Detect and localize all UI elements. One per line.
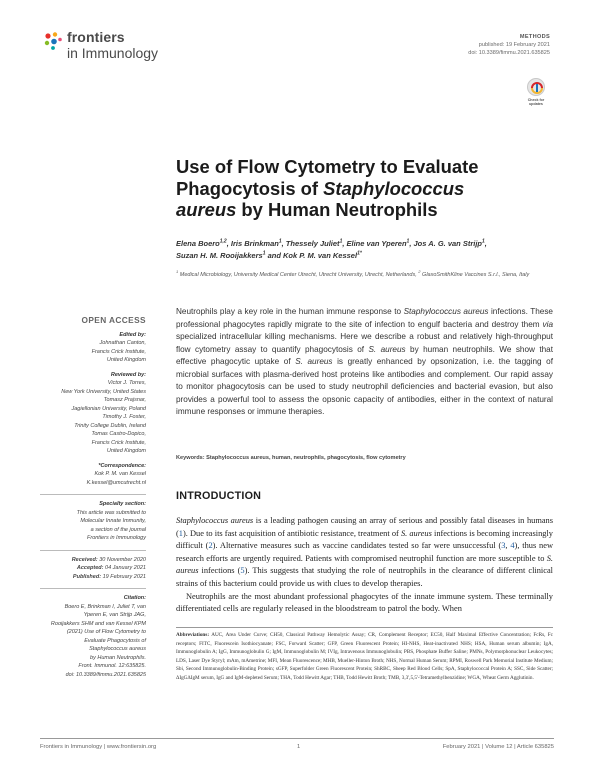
author-separator: ,: [484, 239, 487, 248]
title-line3: by Human Neutrophils: [236, 199, 438, 220]
sidebar-line: United Kingdom: [106, 357, 146, 363]
intro-text: ). This suggests that studying the role of neutrophils in the clearance of different clinical strains of this bacterium could provide us with clues to develop therapies.: [176, 566, 553, 588]
species-name: S. aureus: [176, 553, 553, 576]
abbreviations-text: AUC, Area Under Curve; CH50, Classical Pathway Hemolytic Assay; CR, Complement Receptor; EC50, Half Maximal Effective Concentration; FcRs, Fc receptors; FITC, Fluorescein Isothiocyanate; FSC, Forward Scatter; GFP, Green Fluorescent Protein; HI-NHS, Heat-inactivated NHS; HSA, Human serum albumin; IgA, Immunoglobulin A; IgG, Immunoglobulin G; IgM, Immunoglobulin M; IVIg, Intravenous Immunoglobulin; PBS, Phosphate Buffer Saline; PMNs, Polymorphonuclear Leukocytes; LDS, Laser Dye Styryl; mAm, mAmetrine; MFI, Mean Fluorescence; MHB, Mueller-Hinton Broth; NHS, Normal Human Serum; RPMI, Roswell Park Memorial Institute Medium; Sbi, Second Immunoglobulin-Binding Protein; sGFP, Superfolder Green Fluorescent Protein; ShRBC, Sheep Red Blood Cells; SpA, Staphylococcal Protein A; SSC, Side Scatter; ΔIgGΔIgM serum, IgG and IgM-depleted Serum; THA, Todd Hewitt Agar; THB, Todd Hewitt Broth; TMB, 3,3',5,5'-Tetramethylbenzidine; WGA, Wheat Germ Agglutinin.: [176, 632, 553, 681]
sidebar-line: K.kessel@umcutrecht.nl: [86, 479, 146, 486]
footer-volume-info: February 2021 | Volume 12 | Article 635825: [442, 744, 554, 750]
sidebar-line: Tomas Castro-Dopico,: [91, 431, 146, 437]
abbreviations-footnote: [176, 631, 553, 683]
logo-dot: [45, 41, 49, 45]
crossmark-line2: updates: [529, 102, 543, 107]
check-for-updates-badge[interactable]: [522, 78, 550, 112]
edited-by-label: Edited by:: [119, 331, 146, 338]
accepted-value: 04 January 2021: [103, 565, 146, 571]
sidebar-divider: [40, 588, 146, 589]
author-affiliation-marker: 1: [339, 238, 343, 245]
received-label: Received:: [71, 556, 98, 563]
abstract-species: S. aureus: [295, 357, 333, 366]
article-meta: [468, 33, 550, 57]
page-number: 1: [297, 744, 301, 750]
doi-link[interactable]: doi: 10.3389/fimmu.2021.635825: [468, 50, 550, 56]
species-name: S. aureus: [400, 528, 432, 538]
author-name[interactable]: Jos A. G. van Strijp: [413, 239, 482, 248]
author-affiliation-marker: 1: [482, 238, 485, 245]
intro-text: is a leading pathogen causing an array of serious and possibly fatal diseases in humans (: [176, 516, 553, 538]
author-separator: ,: [342, 239, 347, 248]
sidebar-line: a section of the journal: [90, 526, 146, 533]
intro-paragraph-2: Neutrophils are the most abundant professional phagocytes of the innate immune system. These terminally differentiated cells are regularly released in the bloodstream to patrol the body. When: [176, 591, 553, 614]
sidebar-line: Timothy J. Foster,: [102, 414, 146, 420]
intro-text: ), thus new research efforts are urgently required. Patients with compromised neutrophil function are more susceptible to: [176, 541, 554, 563]
intro-text: ). Alternative measures such as vaccine candidates tested so far were unsuccessful (: [212, 541, 502, 551]
affiliation-2: GlaxoSmithKline Vaccines S.r.l., Siena, Italy: [420, 272, 530, 278]
author-name[interactable]: Suzan H. M. Rooijakkers: [176, 251, 263, 260]
title-line2: Phagocytosis of: [176, 177, 324, 199]
affiliations: [176, 271, 556, 280]
keywords-label: Keywords:: [176, 455, 207, 461]
abstract-species: S. aureus: [368, 344, 406, 354]
abstract-text: Neutrophils play a key role in the human immune response to: [176, 307, 404, 316]
abstract-text: specialized intracellular killing mechanisms. Here we describe a robust and relatively high-throughput flow cytometry assay to quantify phagocytosis of: [176, 332, 553, 354]
correspondence-label: *Correspondence:: [98, 462, 146, 469]
reference-link[interactable]: 1: [178, 528, 183, 538]
journal-name: in Immunology: [67, 45, 159, 61]
abstract-text: infections. These professional phagocytes rapidly migrate to the site of infection to engulf bacteria and destroy them: [176, 307, 553, 329]
logo-dot: [58, 38, 62, 42]
abstract: [176, 306, 553, 419]
affil-marker-1: 1: [176, 269, 179, 275]
intro-text: infections (: [198, 566, 241, 576]
reviewed-by: [40, 379, 146, 456]
sidebar-line: doi: 10.3389/fimmu.2021.635825: [65, 671, 146, 678]
intro-text: ). Due to its fast acquisition of antibiotic resistance, treatment of: [182, 528, 401, 538]
sidebar-line: Evaluate Phagocytosis of: [84, 637, 146, 644]
sidebar-divider: [40, 494, 146, 495]
species-name: Staphylococcus aureus: [176, 516, 254, 525]
crossmark-line1: Check for: [527, 98, 545, 102]
author-affiliation-marker: 1,2: [219, 238, 227, 245]
logo-dot: [45, 33, 50, 38]
sidebar-divider: [40, 550, 146, 551]
crossmark-label: [522, 98, 550, 107]
reference-link[interactable]: 2: [208, 541, 213, 551]
sidebar-line: Jagiellonian University, Poland: [71, 405, 146, 412]
sidebar-line: Johnathan Canton,: [99, 340, 146, 346]
sidebar-line: Frontiers in Immunology: [87, 535, 146, 541]
author-affiliation-marker: 1: [406, 238, 410, 245]
reviewed-by-label: Reviewed by:: [110, 371, 146, 378]
received-value: 30 November 2020: [97, 556, 146, 563]
correspondence[interactable]: [40, 470, 146, 487]
sidebar-line: (2021) Use of Flow Cytometry to: [66, 629, 146, 635]
sidebar-line: Staphylococcus aureus: [89, 646, 146, 652]
reference-link[interactable]: 4: [510, 541, 515, 551]
sidebar-line: Francis Crick Institute,: [91, 348, 146, 355]
sidebar-line: by Human Neutrophils.: [90, 654, 146, 661]
author-name[interactable]: Kok P. M. van Kessel: [283, 251, 358, 260]
published-label: Published:: [72, 573, 102, 580]
article-title: [176, 156, 546, 221]
author-separator: ,: [409, 239, 414, 248]
sidebar-line: Yperen E, van Strijp JAG,: [83, 612, 146, 618]
logo-dot: [53, 32, 57, 36]
author-separator: and: [265, 251, 283, 260]
affil-marker-2: 2: [418, 269, 421, 275]
intro-paragraph-1: [176, 515, 553, 591]
sidebar-line: Molecular Innate Immunity,: [80, 518, 146, 524]
affiliation-1: Medical Microbiology, University Medical Center Utrecht, Utrecht University, Utrecht, Netherlands,: [178, 272, 419, 278]
frontiers-logo-icon: [43, 31, 63, 51]
abbreviations-label: Abbreviations:: [176, 632, 210, 638]
author-separator: ,: [281, 239, 286, 248]
title-line1: Use of Flow Cytometry to Evaluate: [176, 156, 479, 177]
edited-by: [40, 339, 146, 365]
published-value: 19 February 2021: [101, 573, 146, 580]
introduction-text: [176, 515, 553, 616]
sidebar-line: United Kingdom: [106, 448, 146, 454]
sidebar-line: Trinity College Dublin, Ireland: [74, 422, 146, 429]
author-affiliation-marker: 1*: [357, 250, 362, 257]
specialty-section-label: Specialty section:: [99, 501, 146, 507]
specialty-section: [40, 509, 146, 543]
accepted-label: Accepted:: [76, 565, 104, 571]
keywords-values: Staphylococcus aureus, human, neutrophils, phagocytosis, flow cytometry: [206, 455, 406, 461]
published-date: published: 19 February 2021: [478, 42, 550, 48]
author-affiliation-marker: 1: [262, 250, 266, 257]
reference-link[interactable]: 5: [240, 566, 245, 576]
intro-text: infections is becoming increasingly difficult (: [176, 528, 553, 551]
sidebar-line: Front. Immunol. 12:635825.: [78, 663, 146, 669]
logo-dot: [51, 46, 55, 50]
title-species-name: aureus: [176, 199, 237, 220]
reference-link[interactable]: 3: [501, 541, 506, 551]
brand-name: frontiers: [67, 29, 125, 45]
published-date-sidebar: [40, 573, 146, 582]
article-type: METHODS: [519, 34, 550, 40]
title-species-genus: Staphylococcus: [323, 177, 465, 199]
sidebar-line: New York University, United States: [61, 388, 146, 395]
open-access-label: OPEN ACCESS: [81, 315, 146, 325]
sidebar-line: Kok P. M. van Kessel: [94, 471, 146, 477]
journal-logo[interactable]: [43, 28, 243, 68]
accepted-date: [40, 564, 146, 573]
abstract-text: is greatly enhanced by opsonization, i.e. the tagging of microbial surfaces with plasma-derived host proteins like antibodies and complement. Our rapid assay to monitor phagocytosis can be used to study neutrophil deficiencies and bacterial evasion, but also provides a powerful tool to assess the opsonic capacity of antibodies, either in the context of natural immune responses or immune therapies.: [176, 357, 554, 416]
author-name[interactable]: Elena Boero: [176, 239, 220, 248]
author-list: [176, 238, 556, 262]
author-name[interactable]: Eline van Yperen: [346, 239, 407, 248]
logo-dot: [51, 39, 57, 45]
footer-journal-link[interactable]: Frontiers in Immunology | www.frontiersin.org: [40, 744, 157, 750]
received-date: [40, 556, 146, 565]
sidebar-line: Rooijakkers SHM and van Kessel KPM: [50, 620, 146, 627]
sidebar-line: Boero E, Brinkman I, Juliet T, van: [64, 603, 146, 610]
article-sidebar: [40, 316, 146, 679]
abstract-italic: via: [542, 319, 553, 329]
crossmark-icon: [527, 78, 545, 96]
sidebar-line: Francis Crick Institute,: [91, 439, 146, 446]
section-heading-introduction: INTRODUCTION: [176, 490, 262, 502]
footnote-divider: [176, 627, 553, 628]
footer-divider: [40, 738, 554, 739]
sidebar-line: This article was submitted to: [76, 509, 146, 516]
keywords: [176, 455, 553, 461]
author-name[interactable]: Thessely Juliet: [285, 239, 340, 248]
author-separator: ,: [226, 239, 231, 248]
author-name[interactable]: Iris Brinkman: [230, 239, 279, 248]
citation: [40, 603, 146, 680]
abstract-species: Staphylococcus aureus: [403, 307, 489, 316]
sidebar-line: Victor J. Torres,: [107, 380, 146, 386]
abstract-text: by human neutrophils. We show that effective phagocytic uptake of: [176, 344, 554, 366]
citation-label: Citation:: [123, 595, 146, 601]
sidebar-line: Tomasz Prajsnar,: [103, 397, 146, 403]
author-affiliation-marker: 1: [278, 238, 282, 245]
intro-text: ,: [505, 541, 511, 551]
